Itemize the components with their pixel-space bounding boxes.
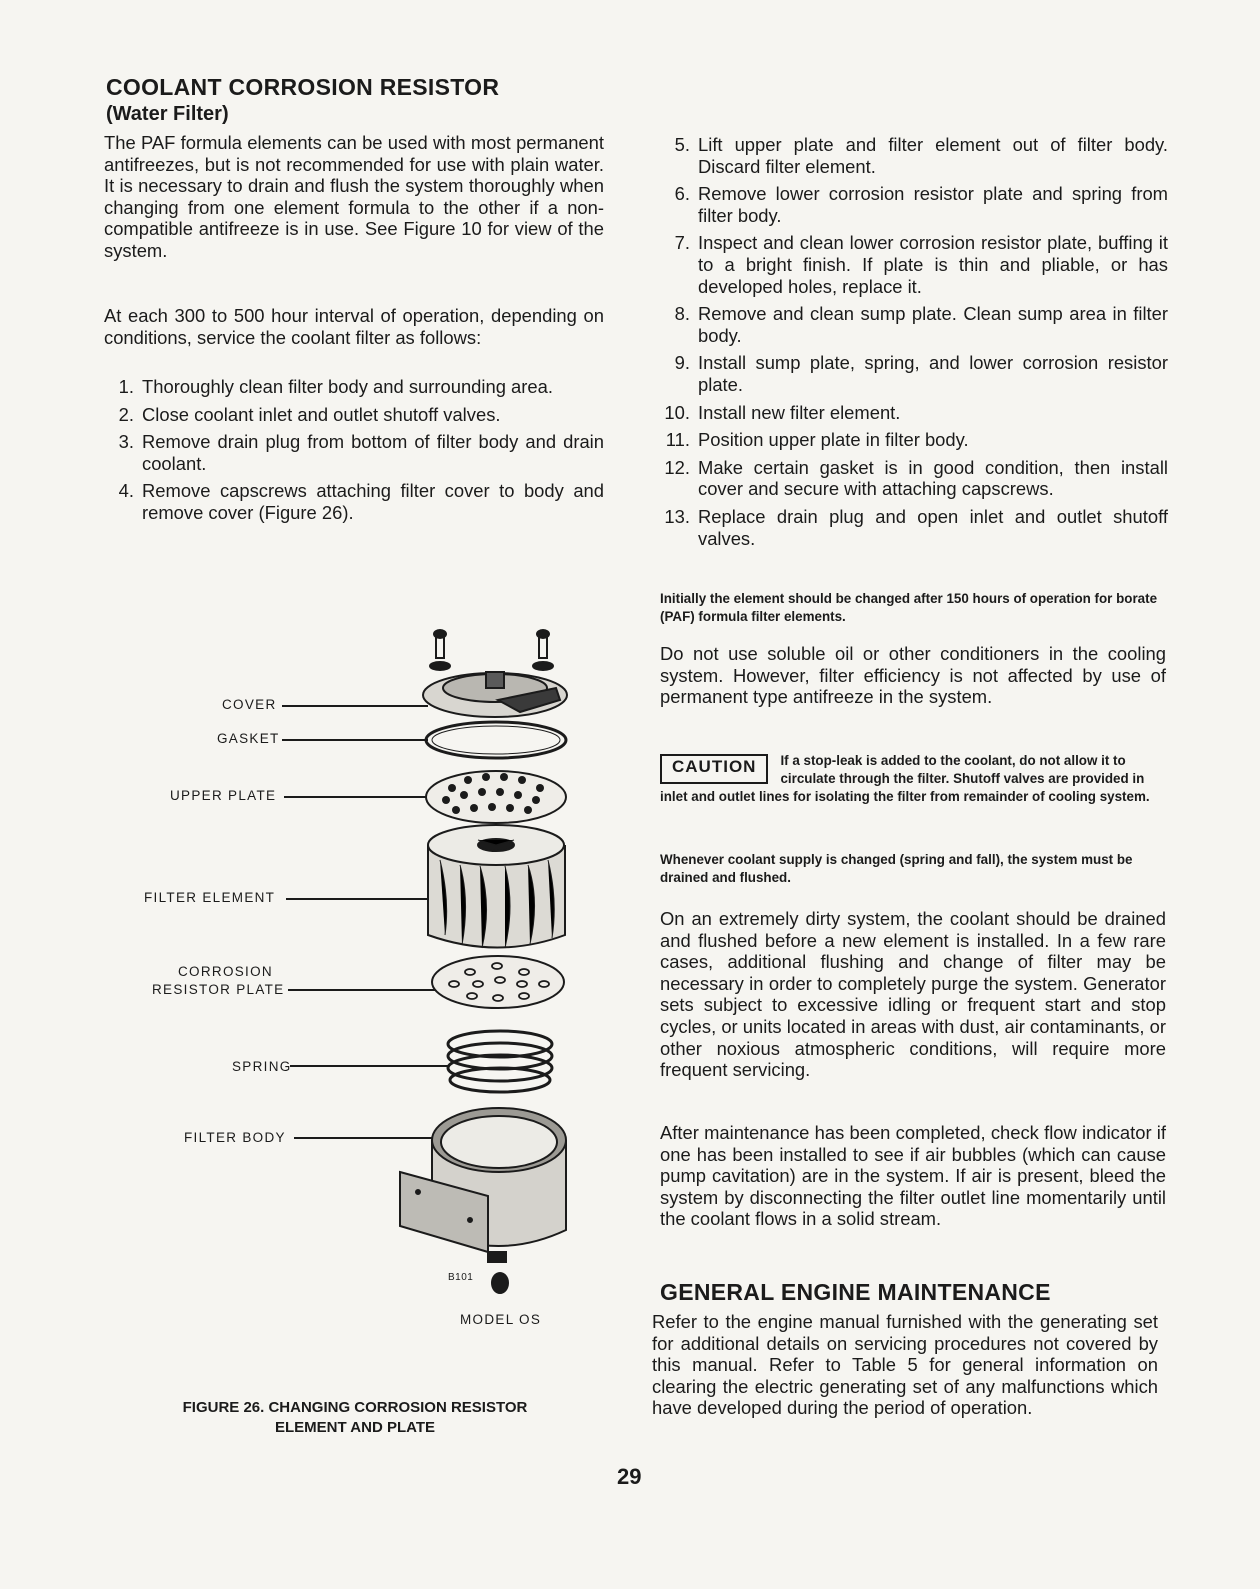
soluble-oil-paragraph: Do not use soluble oil or other conditioners in the cooling system. However, filter efficiency is not affected by use of permanent type antifreeze in the system.	[660, 643, 1166, 708]
list-item: 3. Remove drain plug from bottom of filter body and drain coolant.	[118, 431, 604, 474]
gasket-part	[426, 722, 566, 758]
corrosion-resistor-plate-part	[432, 956, 564, 1008]
initial-change-note: Initially the element should be changed after 150 hours of operation for borate (PAF) formula filter elements.	[660, 591, 1158, 624]
label-spring: SPRING	[232, 1059, 292, 1074]
filter-exploded-diagram	[0, 0, 640, 1330]
list-item: 4. Remove capscrews attaching filter cover to body and remove cover (Figure 26).	[118, 480, 604, 523]
figure-caption: FIGURE 26. CHANGING CORROSION RESISTOR ELEMENT AND PLATE	[182, 1399, 528, 1436]
list-item: 2. Close coolant inlet and outlet shutoff valves.	[118, 403, 501, 425]
filter-body-part	[400, 1108, 566, 1293]
list-item: 5. Lift upper plate and filter element out of filter body. Discard filter element.	[674, 134, 1168, 177]
list-item: 10. Install new filter element.	[664, 401, 901, 423]
label-filter-element: FILTER ELEMENT	[144, 890, 276, 905]
capscrews	[430, 630, 553, 670]
list-item: 11. Position upper plate in filter body.	[665, 429, 969, 451]
label-upper-plate: UPPER PLATE	[170, 788, 277, 803]
list-item: 12. Make certain gasket is in good condition, then install cover and secure with attaching capscrews.	[664, 456, 1168, 500]
coolant-change-note: Whenever coolant supply is changed (spring and fall), the system must be drained and flushed.	[660, 852, 1133, 885]
intro-paragraph: The PAF formula elements can be used with most permanent antifreezes, but is not recommended for use with plain water. It is necessary to drain and flush the system thoroughly when changing from one element formula to the other if a non-compatible antifreeze is in use. See Figure 10 for view of the system.	[104, 132, 604, 261]
interval-paragraph: At each 300 to 500 hour interval of operation, depending on conditions, service the coolant filter as follows:	[104, 305, 604, 348]
steps-list-right	[660, 134, 1168, 555]
dirty-system-paragraph: On an extremely dirty system, the coolant should be drained and flushed before a new element is installed. In a few rare cases, additional flushing and change of filter may be necessary in order to completely purge the system. Generator sets subject to excessive idling or frequent start and stop cycles, or units located in areas with dust, air contaminants, or other noxious atmospheric conditions, will require more frequent servicing.	[660, 908, 1166, 1081]
caution-text: If a stop-leak is added to the coolant, do not allow it to circulate through the filter. Shutoff valves are provided in inlet and outlet lines for isolating the filter from remainder of cooling system.	[660, 753, 1150, 804]
list-item: 1. Thoroughly clean filter body and surrounding area.	[118, 376, 553, 397]
section-subtitle: (Water Filter)	[106, 103, 229, 125]
section-title: COOLANT CORROSION RESISTOR	[106, 74, 500, 100]
general-maintenance-heading: GENERAL ENGINE MAINTENANCE	[660, 1279, 1051, 1305]
filter-element-part	[428, 825, 565, 948]
model-label: MODEL OS	[460, 1312, 542, 1327]
upper-plate-part	[426, 771, 566, 823]
cover-part	[423, 672, 567, 717]
list-item: 13. Replace drain plug and open inlet and outlet shutoff valves.	[664, 505, 1168, 549]
list-item: 9. Install sump plate, spring, and lower corrosion resistor plate.	[674, 352, 1168, 395]
label-cover: COVER	[222, 697, 277, 712]
part-code: B101	[448, 1272, 474, 1283]
general-maintenance-paragraph: Refer to the engine manual furnished with the generating set for additional details on servicing procedures not covered by this manual. Refer to Table 5 for general information on clearing the electric generating set of any malfunctions which have developed during the period of operation.	[652, 1311, 1158, 1419]
label-resistor-plate: RESISTOR PLATE	[152, 982, 285, 997]
spring-part	[448, 1031, 552, 1092]
list-item: 8. Remove and clean sump plate. Clean sump area in filter body.	[674, 303, 1168, 346]
caution-block	[660, 752, 1170, 806]
list-item: 7. Inspect and clean lower corrosion resistor plate, buffing it to a bright finish. If plate is thin and pliable, or has developed holes, replace it.	[674, 232, 1168, 297]
page-number: 29	[617, 1464, 642, 1489]
list-item: 6. Remove lower corrosion resistor plate and spring from filter body.	[674, 183, 1168, 226]
label-gasket: GASKET	[217, 731, 280, 746]
label-filter-body: FILTER BODY	[184, 1130, 286, 1145]
label-corrosion: CORROSION	[178, 964, 273, 979]
caution-badge: CAUTION	[660, 754, 768, 784]
after-maintenance-paragraph: After maintenance has been completed, check flow indicator if one has been installed to see if air bubbles (which can cause pump cavitation) are in the system. If air is present, bleed the system by disconnecting the filter outlet line momentarily until the coolant flows in a solid stream.	[660, 1122, 1166, 1230]
